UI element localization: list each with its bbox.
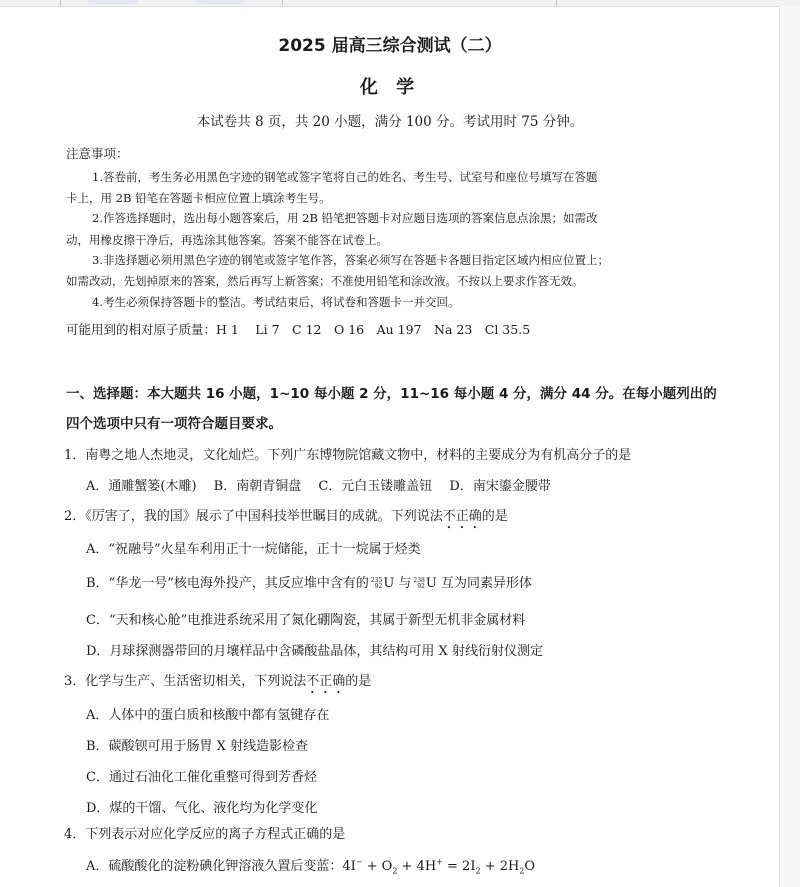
exam-info: 本试卷共 8 页，共 20 小题，满分 100 分。考试用时 75 分钟。 — [196, 114, 584, 130]
question-3-option-c: C．通过石油化工催化重整可得到芳香烃 — [86, 770, 317, 785]
subject-title: 化 学 — [359, 77, 421, 98]
atomic-masses: 可能用到的相对原子质量：H 1 Li 7 C 12 O 16 Au 197 Na 23 Cl 35.5 — [66, 322, 531, 337]
notice-line: 如需改动，先划掉原来的答案，然后再写上新答案；不准使用铅笔和涂改液。不按以上要求作答无效。 — [66, 274, 584, 288]
question-3-option-b: B．碳酸钡可用于肠胃 X 射线造影检查 — [86, 739, 309, 754]
section-heading: 一、选择题：本大题共 16 小题，1~10 每小题 2 分，11~16 每小题 4 分，满分 44 分。在每小题列出的 — [66, 386, 717, 402]
isotope-notation: 235 92 — [370, 576, 383, 590]
notice-line: 2.作答选择题时，选出每小题答案后，用 2B 铅笔把答题卡对应题目选项的答案信息点涂黑；如需改 — [92, 211, 598, 225]
question-1-stem: 1．南粤之地人杰地灵，文化灿烂。下列广东博物院馆藏文物中，材料的主要成分为有机高分子的是 — [64, 448, 632, 463]
emphasis-mark: 不正确 — [306, 674, 346, 689]
question-3-stem: 3．化学与生产、生活密切相关，下列说法不正确的是 — [64, 674, 372, 689]
question-3-option-a: A．人体中的蛋白质和核酸中都有氢键存在 — [86, 708, 330, 723]
notice-line: 4.考生必须保持答题卡的整洁。考试结束后，将试卷和答题卡一并交回。 — [92, 295, 460, 309]
question-4-option-a: A．硫酸酸化的淀粉碘化钾溶液久置后变蓝：$4I^- + O_2 + 4H^+ = 2I_2 + 2H_2O$ — [86, 857, 536, 876]
isotope-notation: 238 92 — [413, 576, 425, 590]
question-2-option-c: C．“天和核心舱”电推进系统采用了氮化硼陶瓷，其属于新型无机非金属材料 — [86, 613, 526, 628]
question-4-stem: 4．下列表示对应化学反应的离子方程式正确的是 — [64, 827, 346, 842]
notice-line: 3.非选择题必须用黑色字迹的钢笔或签字笔作答，答案必须写在答题卡各题目指定区域内相应位置上； — [92, 253, 609, 267]
question-2-option-b: B．“华龙一号”核电海外投产，其反应堆中含有的 235 92 U 与 238 92 U 互为同素异形体 — [86, 576, 532, 591]
emphasis-mark: 不正确 — [442, 509, 482, 524]
notice-line: 卡上，用 2B 铅笔在答题卡相应位置上填涂考生号。 — [66, 191, 331, 205]
notice-heading: 注意事项： — [66, 146, 129, 161]
notice-line: 动，用橡皮擦干净后，再选涂其他答案。答案不能答在试卷上。 — [66, 233, 388, 247]
vertical-scrollbar[interactable] — [779, 6, 800, 887]
section-heading-cont: 四个选项中只有一项符合题目要求。 — [66, 416, 282, 432]
question-3-option-d: D．煤的干馏、气化、液化均为化学变化 — [86, 801, 318, 816]
notice-line: 1.答卷前，考生务必用黑色字迹的钢笔或签字笔将自己的姓名、考生号、试室号和座位号填写在答题 — [92, 170, 598, 184]
question-2-option-d: D．月球探测器带回的月壤样品中含磷酸盐晶体，其结构可用 X 射线衍射仪测定 — [86, 644, 543, 659]
ionic-equation: $4I^- + O_2 + 4H^+ = 2I_2 + 2H_2O$ — [342, 857, 536, 876]
question-2-option-a: A．“祝融号”火星车利用正十一烷储能，正十一烷属于烃类 — [86, 542, 421, 557]
question-2-stem: 2．《厉害了，我的国》展示了中国科技举世瞩目的成就。下列说法不正确的是 — [64, 509, 508, 524]
exam-title: 2025 届高三综合测试（二） — [278, 36, 502, 56]
question-1-options: A．通雕蟹篓(木雕) B．南朝青铜盘 C．元白玉镂雕盖钮 D．南宋鎏金腰带 — [86, 479, 551, 494]
